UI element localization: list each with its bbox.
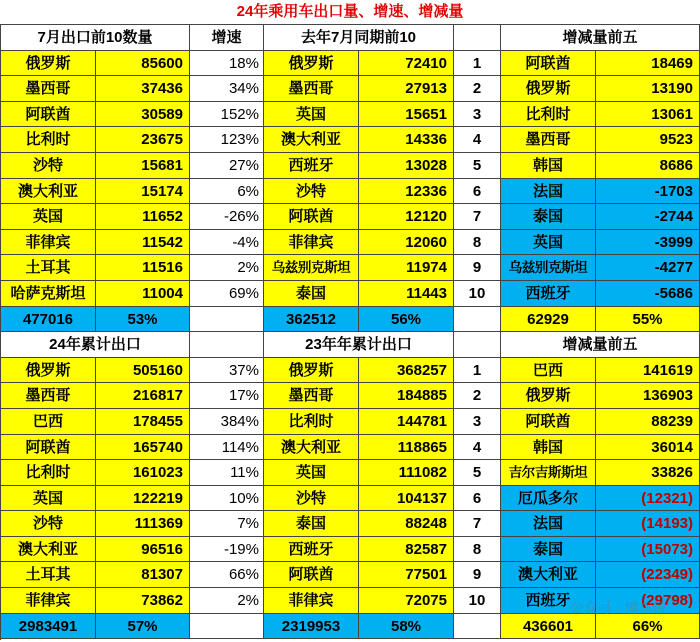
country-cell: 沙特 xyxy=(1,153,96,179)
country-cell: 沙特 xyxy=(1,511,96,537)
value-cell: 161023 xyxy=(96,460,190,486)
section-header xyxy=(1,332,700,358)
change-value-cell: (14193) xyxy=(596,511,700,537)
table-row xyxy=(1,383,700,409)
growth-cell: 384% xyxy=(190,409,264,435)
rank-cell: 5 xyxy=(454,460,501,486)
change-value-cell: 36014 xyxy=(596,435,700,461)
prev-value-cell: 12336 xyxy=(359,179,454,205)
change-country-cell: 西班牙 xyxy=(501,588,596,614)
prev-country-cell: 俄罗斯 xyxy=(264,51,359,77)
header-cell: 23年年累计出口 xyxy=(264,332,454,358)
prev-value-cell: 111082 xyxy=(359,460,454,486)
value-cell: 122219 xyxy=(96,486,190,512)
change-country-cell: 阿联酋 xyxy=(501,51,596,77)
rank-cell: 8 xyxy=(454,230,501,256)
change-country-cell: 西班牙 xyxy=(501,281,596,307)
table-row xyxy=(1,460,700,486)
table-row xyxy=(1,358,700,384)
rank-cell: 9 xyxy=(454,562,501,588)
change-country-cell: 泰国 xyxy=(501,204,596,230)
prev-country-cell: 西班牙 xyxy=(264,537,359,563)
prev-value-cell: 104137 xyxy=(359,486,454,512)
change-value-cell: 13061 xyxy=(596,102,700,128)
prev-value-cell: 72410 xyxy=(359,51,454,77)
value-cell: 73862 xyxy=(96,588,190,614)
total-growth-cell: 57% xyxy=(96,614,190,640)
change-total-growth-cell: 66% xyxy=(596,614,700,640)
change-country-cell: 墨西哥 xyxy=(501,127,596,153)
rank-cell: 7 xyxy=(454,511,501,537)
growth-cell: 7% xyxy=(190,511,264,537)
rank-cell: 1 xyxy=(454,358,501,384)
prev-country-cell: 比利时 xyxy=(264,409,359,435)
change-country-cell: 阿联酋 xyxy=(501,409,596,435)
rank-cell: 6 xyxy=(454,179,501,205)
country-cell: 巴西 xyxy=(1,409,96,435)
total-value-cell: 477016 xyxy=(1,307,96,333)
growth-cell: 123% xyxy=(190,127,264,153)
change-value-cell: 13190 xyxy=(596,76,700,102)
prev-value-cell: 184885 xyxy=(359,383,454,409)
change-country-cell: 法国 xyxy=(501,179,596,205)
change-total-value-cell: 436601 xyxy=(501,614,596,640)
country-cell: 英国 xyxy=(1,204,96,230)
prev-total-growth-cell: 58% xyxy=(359,614,454,640)
rank-cell: 10 xyxy=(454,281,501,307)
change-value-cell: 9523 xyxy=(596,127,700,153)
rank-cell: 5 xyxy=(454,153,501,179)
prev-value-cell: 144781 xyxy=(359,409,454,435)
prev-value-cell: 11974 xyxy=(359,255,454,281)
value-cell: 165740 xyxy=(96,435,190,461)
prev-value-cell: 368257 xyxy=(359,358,454,384)
rank-cell: 4 xyxy=(454,127,501,153)
header-cell xyxy=(454,332,501,358)
change-total-growth-cell: 55% xyxy=(596,307,700,333)
country-cell: 英国 xyxy=(1,486,96,512)
country-cell: 俄罗斯 xyxy=(1,358,96,384)
rank-cell: 3 xyxy=(454,102,501,128)
prev-value-cell: 13028 xyxy=(359,153,454,179)
table-row xyxy=(1,435,700,461)
change-value-cell: 8686 xyxy=(596,153,700,179)
country-cell: 阿联酋 xyxy=(1,102,96,128)
change-country-cell: 厄瓜多尔 xyxy=(501,486,596,512)
change-country-cell: 泰国 xyxy=(501,537,596,563)
country-cell: 比利时 xyxy=(1,127,96,153)
growth-cell: 114% xyxy=(190,435,264,461)
spacer-cell xyxy=(190,307,264,333)
value-cell: 178455 xyxy=(96,409,190,435)
table-row xyxy=(1,179,700,205)
growth-cell: 152% xyxy=(190,102,264,128)
prev-value-cell: 82587 xyxy=(359,537,454,563)
rank-cell: 8 xyxy=(454,537,501,563)
value-cell: 111369 xyxy=(96,511,190,537)
rank-cell: 3 xyxy=(454,409,501,435)
growth-cell: 69% xyxy=(190,281,264,307)
growth-cell: -19% xyxy=(190,537,264,563)
country-cell: 菲律宾 xyxy=(1,588,96,614)
section-header xyxy=(1,25,700,51)
summary-row xyxy=(1,614,700,640)
change-country-cell: 俄罗斯 xyxy=(501,383,596,409)
change-total-value-cell: 62929 xyxy=(501,307,596,333)
country-cell: 土耳其 xyxy=(1,562,96,588)
header-cell: 24年累计出口 xyxy=(1,332,190,358)
header-cell: 去年7月同期前10 xyxy=(264,25,454,51)
prev-country-cell: 乌兹别克斯坦 xyxy=(264,255,359,281)
spacer-cell xyxy=(190,614,264,640)
export-table xyxy=(0,24,700,640)
country-cell: 阿联酋 xyxy=(1,435,96,461)
table-row xyxy=(1,76,700,102)
change-value-cell: 33826 xyxy=(596,460,700,486)
prev-value-cell: 14336 xyxy=(359,127,454,153)
prev-country-cell: 俄罗斯 xyxy=(264,358,359,384)
growth-cell: 18% xyxy=(190,51,264,77)
prev-value-cell: 15651 xyxy=(359,102,454,128)
table-row xyxy=(1,537,700,563)
change-value-cell: -4277 xyxy=(596,255,700,281)
prev-value-cell: 12120 xyxy=(359,204,454,230)
value-cell: 85600 xyxy=(96,51,190,77)
value-cell: 11004 xyxy=(96,281,190,307)
header-cell: 增减量前五 xyxy=(501,25,700,51)
change-country-cell: 乌兹别克斯坦 xyxy=(501,255,596,281)
country-cell: 菲律宾 xyxy=(1,230,96,256)
growth-cell: 6% xyxy=(190,179,264,205)
total-value-cell: 2983491 xyxy=(1,614,96,640)
change-value-cell: -2744 xyxy=(596,204,700,230)
prev-value-cell: 118865 xyxy=(359,435,454,461)
growth-cell: -4% xyxy=(190,230,264,256)
prev-country-cell: 泰国 xyxy=(264,281,359,307)
country-cell: 比利时 xyxy=(1,460,96,486)
country-cell: 澳大利亚 xyxy=(1,537,96,563)
growth-cell: -26% xyxy=(190,204,264,230)
prev-value-cell: 11443 xyxy=(359,281,454,307)
table-row xyxy=(1,588,700,614)
growth-cell: 2% xyxy=(190,588,264,614)
value-cell: 15174 xyxy=(96,179,190,205)
table-row xyxy=(1,127,700,153)
change-country-cell: 俄罗斯 xyxy=(501,76,596,102)
growth-cell: 17% xyxy=(190,383,264,409)
value-cell: 11652 xyxy=(96,204,190,230)
section-1-rows xyxy=(1,51,700,307)
rank-cell: 9 xyxy=(454,255,501,281)
change-value-cell: (15073) xyxy=(596,537,700,563)
change-value-cell: 88239 xyxy=(596,409,700,435)
value-cell: 505160 xyxy=(96,358,190,384)
watermark: 公众号 · 懂车帝 xyxy=(570,600,667,616)
change-value-cell: (12321) xyxy=(596,486,700,512)
table-row xyxy=(1,204,700,230)
section-2-rows xyxy=(1,358,700,614)
country-cell: 墨西哥 xyxy=(1,383,96,409)
header-cell: 增减量前五 xyxy=(501,332,700,358)
value-cell: 81307 xyxy=(96,562,190,588)
table-row xyxy=(1,511,700,537)
prev-country-cell: 阿联酋 xyxy=(264,562,359,588)
prev-value-cell: 27913 xyxy=(359,76,454,102)
rank-cell: 10 xyxy=(454,588,501,614)
spacer-cell xyxy=(454,307,501,333)
change-country-cell: 英国 xyxy=(501,230,596,256)
change-country-cell: 澳大利亚 xyxy=(501,562,596,588)
growth-cell: 2% xyxy=(190,255,264,281)
growth-cell: 27% xyxy=(190,153,264,179)
value-cell: 11542 xyxy=(96,230,190,256)
header-cell xyxy=(454,25,501,51)
prev-country-cell: 泰国 xyxy=(264,511,359,537)
country-cell: 土耳其 xyxy=(1,255,96,281)
change-value-cell: -3999 xyxy=(596,230,700,256)
rank-cell: 2 xyxy=(454,76,501,102)
prev-country-cell: 阿联酋 xyxy=(264,204,359,230)
rank-cell: 6 xyxy=(454,486,501,512)
prev-country-cell: 英国 xyxy=(264,460,359,486)
growth-cell: 37% xyxy=(190,358,264,384)
table-row xyxy=(1,281,700,307)
country-cell: 哈萨克斯坦 xyxy=(1,281,96,307)
value-cell: 216817 xyxy=(96,383,190,409)
change-value-cell: (29798) xyxy=(596,588,700,614)
table-row xyxy=(1,562,700,588)
value-cell: 96516 xyxy=(96,537,190,563)
rank-cell: 2 xyxy=(454,383,501,409)
country-cell: 澳大利亚 xyxy=(1,179,96,205)
prev-country-cell: 菲律宾 xyxy=(264,230,359,256)
change-value-cell: 18469 xyxy=(596,51,700,77)
growth-cell: 66% xyxy=(190,562,264,588)
prev-country-cell: 沙特 xyxy=(264,486,359,512)
value-cell: 15681 xyxy=(96,153,190,179)
change-value-cell: 141619 xyxy=(596,358,700,384)
prev-country-cell: 菲律宾 xyxy=(264,588,359,614)
table-row xyxy=(1,102,700,128)
change-value-cell: 136903 xyxy=(596,383,700,409)
prev-country-cell: 墨西哥 xyxy=(264,383,359,409)
spacer-cell xyxy=(454,614,501,640)
change-value-cell: -1703 xyxy=(596,179,700,205)
prev-country-cell: 沙特 xyxy=(264,179,359,205)
prev-value-cell: 77501 xyxy=(359,562,454,588)
prev-country-cell: 澳大利亚 xyxy=(264,127,359,153)
value-cell: 37436 xyxy=(96,76,190,102)
growth-cell: 34% xyxy=(190,76,264,102)
rank-cell: 1 xyxy=(454,51,501,77)
prev-country-cell: 澳大利亚 xyxy=(264,435,359,461)
change-country-cell: 比利时 xyxy=(501,102,596,128)
change-country-cell: 法国 xyxy=(501,511,596,537)
value-cell: 30589 xyxy=(96,102,190,128)
growth-cell: 10% xyxy=(190,486,264,512)
table-row xyxy=(1,255,700,281)
header-cell xyxy=(190,332,264,358)
header-cell: 增速 xyxy=(190,25,264,51)
country-cell: 墨西哥 xyxy=(1,76,96,102)
rank-cell: 7 xyxy=(454,204,501,230)
prev-value-cell: 12060 xyxy=(359,230,454,256)
prev-total-growth-cell: 56% xyxy=(359,307,454,333)
table-row xyxy=(1,153,700,179)
page-title: 24年乘用车出口量、增速、增减量 xyxy=(236,3,464,20)
header-cell: 7月出口前10数量 xyxy=(1,25,190,51)
prev-country-cell: 墨西哥 xyxy=(264,76,359,102)
summary-row xyxy=(1,307,700,333)
change-value-cell: -5686 xyxy=(596,281,700,307)
prev-value-cell: 72075 xyxy=(359,588,454,614)
total-growth-cell: 53% xyxy=(96,307,190,333)
change-country-cell: 韩国 xyxy=(501,153,596,179)
change-country-cell: 吉尔吉斯斯坦 xyxy=(501,460,596,486)
value-cell: 11516 xyxy=(96,255,190,281)
rank-cell: 4 xyxy=(454,435,501,461)
change-country-cell: 巴西 xyxy=(501,358,596,384)
country-cell: 俄罗斯 xyxy=(1,51,96,77)
prev-country-cell: 英国 xyxy=(264,102,359,128)
change-value-cell: (22349) xyxy=(596,562,700,588)
value-cell: 23675 xyxy=(96,127,190,153)
growth-cell: 11% xyxy=(190,460,264,486)
table-row xyxy=(1,230,700,256)
table-row xyxy=(1,409,700,435)
prev-value-cell: 88248 xyxy=(359,511,454,537)
prev-total-value-cell: 362512 xyxy=(264,307,359,333)
prev-country-cell: 西班牙 xyxy=(264,153,359,179)
prev-total-value-cell: 2319953 xyxy=(264,614,359,640)
table-row xyxy=(1,51,700,77)
change-country-cell: 韩国 xyxy=(501,435,596,461)
table-row xyxy=(1,486,700,512)
